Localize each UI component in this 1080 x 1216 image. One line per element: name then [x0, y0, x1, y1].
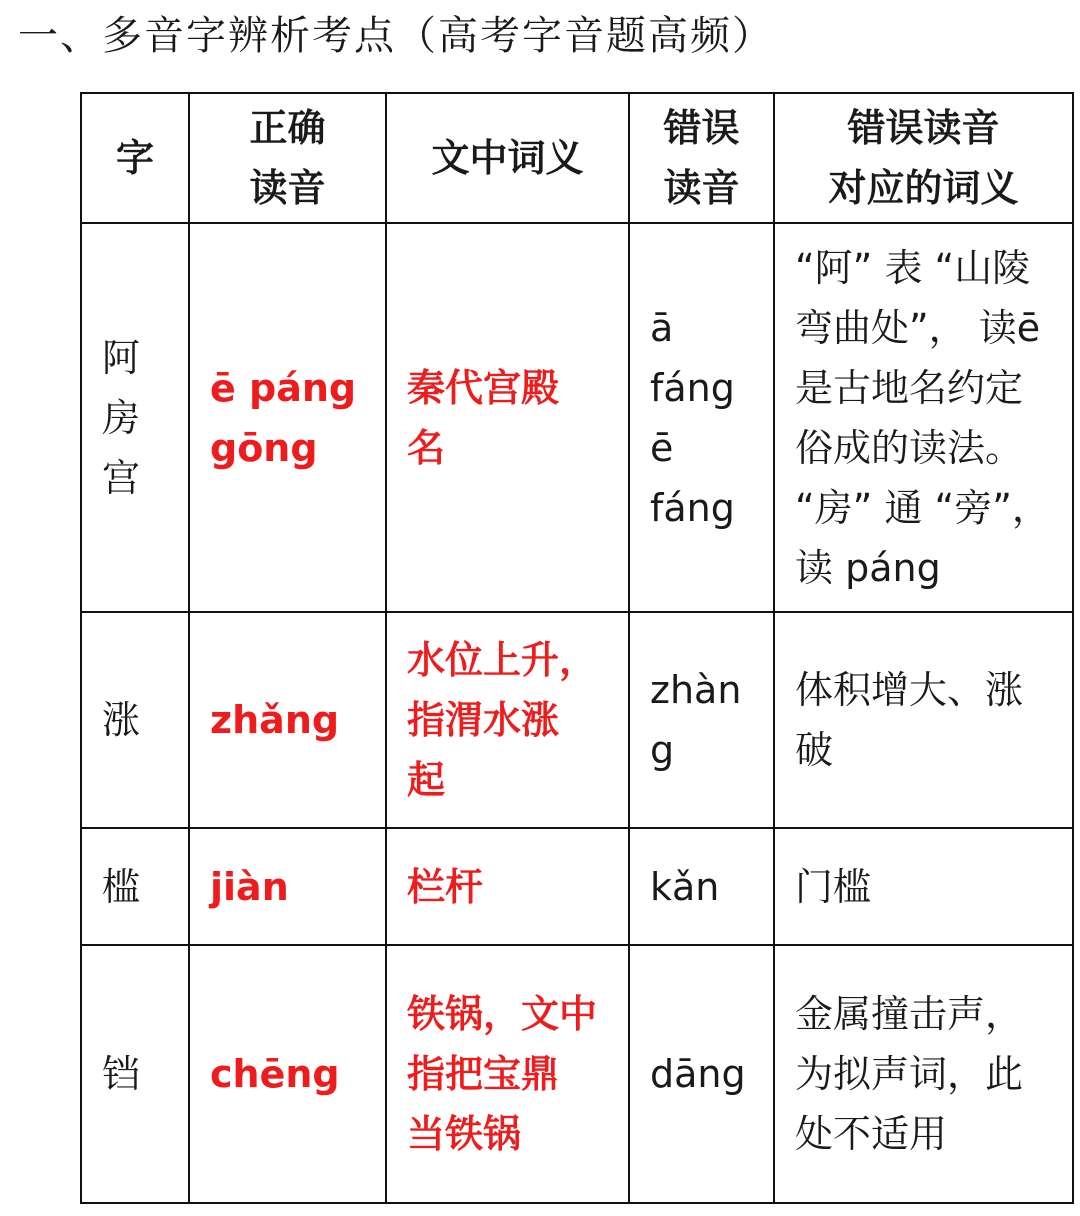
cell-correct-pronunciation	[189, 945, 386, 1203]
wrong-meaning-line: 是古地名约定	[795, 365, 1024, 410]
wrong-meaning-line: 体积增大、涨	[795, 668, 1024, 712]
cell-correct-pronunciation	[189, 828, 386, 945]
correct-line: zhǎng	[210, 698, 340, 742]
table-row	[81, 945, 1073, 1203]
meaning-line: 当铁锅	[407, 1112, 522, 1156]
cell-char	[81, 612, 189, 828]
cell-char	[81, 223, 189, 612]
cell-wrong-meaning	[774, 612, 1073, 828]
wrong-line: ā	[650, 305, 674, 350]
header-meaning: 文中词义	[386, 93, 629, 223]
wrong-line: dāng	[650, 1052, 746, 1096]
cell-wrong-meaning	[774, 828, 1073, 945]
char-line: 涨	[102, 698, 141, 742]
polyphone-table	[80, 92, 1074, 1204]
meaning-line: 秦代宫殿	[407, 365, 560, 410]
cell-wrong-pronunciation	[629, 612, 774, 828]
cell-char	[81, 828, 189, 945]
header-correct-line2: 读音	[249, 166, 326, 210]
cell-wrong-pronunciation	[629, 945, 774, 1203]
cell-correct-pronunciation	[189, 612, 386, 828]
char-line: 铛	[102, 1052, 141, 1096]
wrong-line: kǎn	[650, 864, 720, 909]
meaning-line: 名	[407, 425, 446, 470]
cell-meaning	[386, 223, 629, 612]
header-wrong-meaning-line2: 对应的词义	[828, 166, 1019, 210]
wrong-meaning-line: 俗成的读法。	[795, 425, 1024, 470]
wrong-meaning-line: 门槛	[795, 864, 872, 909]
header-correct-line1: 正确	[249, 106, 326, 150]
cell-wrong-meaning	[774, 223, 1073, 612]
wrong-meaning-line: “阿” 表 “山陵	[795, 245, 1031, 290]
meaning-line: 栏杆	[407, 864, 484, 909]
cell-correct-pronunciation	[189, 223, 386, 612]
char-line: 阿	[102, 335, 141, 380]
header-wrong-meaning-line1: 错误读音	[847, 106, 1000, 150]
cell-meaning	[386, 945, 629, 1203]
wrong-line: g	[650, 728, 675, 772]
header-wrong-line2: 读音	[663, 166, 740, 210]
wrong-meaning-line: 为拟声词，此	[795, 1052, 1024, 1096]
table-header-row	[81, 93, 1073, 223]
wrong-meaning-line: 金属撞击声，	[795, 992, 1024, 1036]
cell-char	[81, 945, 189, 1203]
correct-line: chēng	[210, 1052, 340, 1096]
wrong-meaning-line: “房” 通 “旁”，	[795, 485, 1050, 530]
char-line: 房	[102, 395, 141, 440]
header-char: 字	[81, 93, 189, 223]
table-row	[81, 828, 1073, 945]
header-wrong-line1: 错误	[663, 106, 740, 150]
char-line: 宫	[102, 455, 141, 500]
wrong-meaning-line: 破	[795, 728, 834, 772]
header-wrong-meaning	[774, 93, 1073, 223]
page-title: 一、多音字辨析考点（高考字音题高频）	[18, 13, 774, 59]
wrong-line: fáng	[650, 365, 735, 410]
meaning-line: 起	[407, 758, 446, 802]
header-correct-pronunciation	[189, 93, 386, 223]
char-line: 槛	[102, 864, 141, 909]
table-row	[81, 223, 1073, 612]
meaning-line: 铁锅，文中	[407, 992, 598, 1036]
wrong-line: fáng	[650, 485, 735, 530]
wrong-meaning-line: 弯曲处”， 读ē	[795, 305, 1041, 350]
correct-line: ē páng	[210, 365, 357, 410]
correct-line: jiàn	[210, 864, 289, 909]
cell-wrong-pronunciation	[629, 828, 774, 945]
cell-wrong-pronunciation	[629, 223, 774, 612]
table-row	[81, 612, 1073, 828]
correct-line: gōng	[210, 425, 318, 470]
header-wrong-pronunciation	[629, 93, 774, 223]
meaning-line: 指把宝鼎	[407, 1052, 560, 1096]
meaning-line: 水位上升，	[407, 638, 598, 682]
cell-wrong-meaning	[774, 945, 1073, 1203]
cell-meaning	[386, 612, 629, 828]
wrong-meaning-line: 读 páng	[795, 545, 941, 590]
wrong-meaning-line: 处不适用	[795, 1112, 948, 1156]
wrong-line: ē	[650, 425, 674, 470]
cell-meaning	[386, 828, 629, 945]
wrong-line: zhàn	[650, 668, 742, 712]
meaning-line: 指渭水涨	[407, 698, 560, 742]
